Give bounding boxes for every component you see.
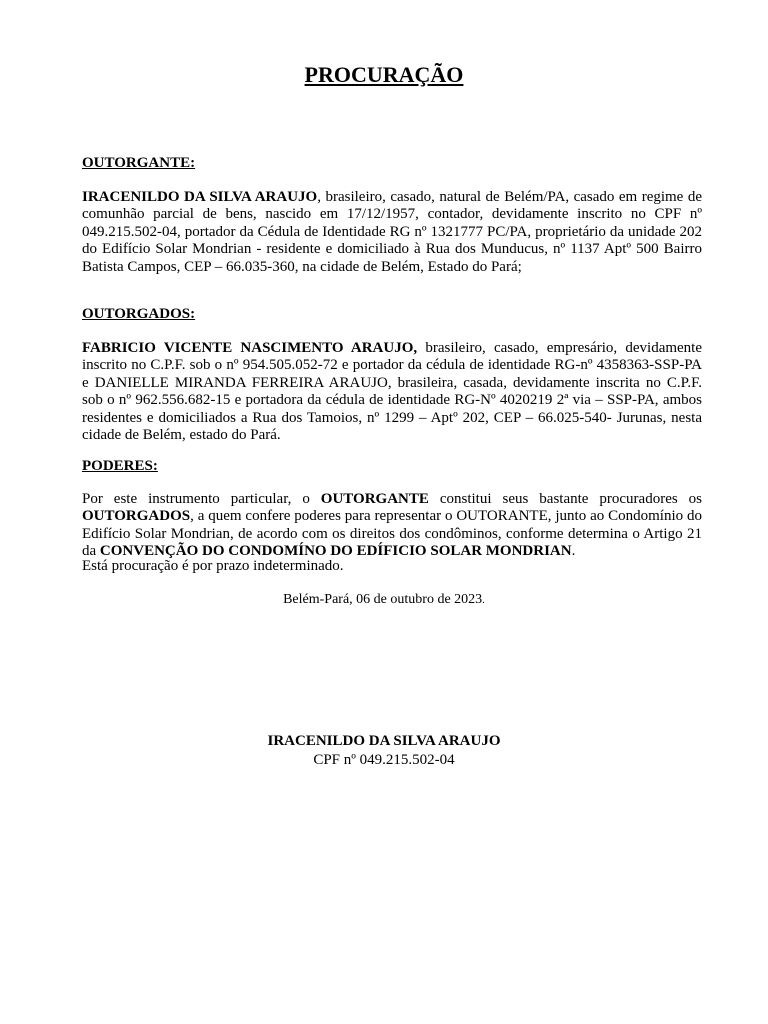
grantor-heading: OUTORGANTE:	[82, 155, 196, 171]
place-date-period: .	[482, 594, 485, 606]
signature-name: IRACENILDO DA SILVA ARAUJO	[267, 733, 501, 749]
signature-cpf: CPF nº 049.215.502-04	[313, 752, 455, 768]
powers-convention-name: CONVENÇÃO DO CONDOMÍNO DO EDÍFICIO SOLAR MONDRIAN	[99, 543, 572, 560]
powers-text-3: , a quem confere poderes para representar o OUTORANTE, junto ao Condomínio do Edifício Solar Mondrian, de acordo com os direitos dos condôminos, conforme determina o Artigo 21 da	[82, 508, 702, 560]
grantor-name: IRACENILDO DA SILVA ARAUJO	[82, 189, 318, 205]
powers-heading: PODERES:	[82, 458, 158, 474]
powers-term: Está procuração é por prazo indeterminado.	[82, 558, 344, 574]
grantor-paragraph	[82, 189, 702, 276]
powers-grantees-term: OUTORGADOS	[82, 508, 191, 525]
powers-text-2: constitui seus bastante procuradores os	[428, 491, 703, 507]
grantees-details: brasileiro, casado, empresário, devidamente inscrito no C.P.F. sob o nº 954.505.052-72 e portador da cédula de identidade RG-nº 4358363-SSP-PA e DANIELLE MIRANDA FERREIRA ARAUJO, brasileira, casada, devidamente inscrita no C.P.F. sob o nº 962.556.682-15 e portadora da cédula de identidade RG-Nº 4020219 2ª via – SSP-PA, ambos residentes e domiciliados a Rua dos Tamoios, nº 1299 – Aptº 202, CEP – 66.025-540- Jurunas, nesta cidade de Belém, estado do Pará.	[82, 340, 702, 444]
grantor-details: , brasileiro, casado, natural de Belém/PA, casado em regime de comunhão parcial de bens, nascido em 17/12/1957, contador, devidamente inscrito no CPF nº 049.215.502-04, portador da Cédula de Identidade RG nº 1321777 PC/PA, proprietário da unidade 202 do Edifício Solar Mondrian - residente e domiciliado à Rua dos Munducus, nº 1137 Aptº 500 Bairro Batista Campos, CEP – 66.035-360, na cidade de Belém, Estado do Pará;	[82, 189, 702, 275]
place-date-text: Belém-Pará, 06 de outubro de 2023	[283, 592, 483, 607]
powers-paragraph	[82, 491, 702, 561]
grantees-heading: OUTORGADOS:	[82, 306, 196, 322]
powers-grantor-term: OUTORGANTE	[320, 491, 429, 507]
grantees-paragraph	[82, 340, 702, 444]
grantee-name: FABRICIO VICENTE NASCIMENTO ARAUJO,	[82, 340, 418, 356]
powers-text-4: .	[571, 543, 576, 560]
document-title: PROCURAÇÃO	[304, 62, 464, 87]
powers-text-1: Por este instrumento particular, o	[82, 491, 321, 507]
place-date	[0, 591, 768, 609]
